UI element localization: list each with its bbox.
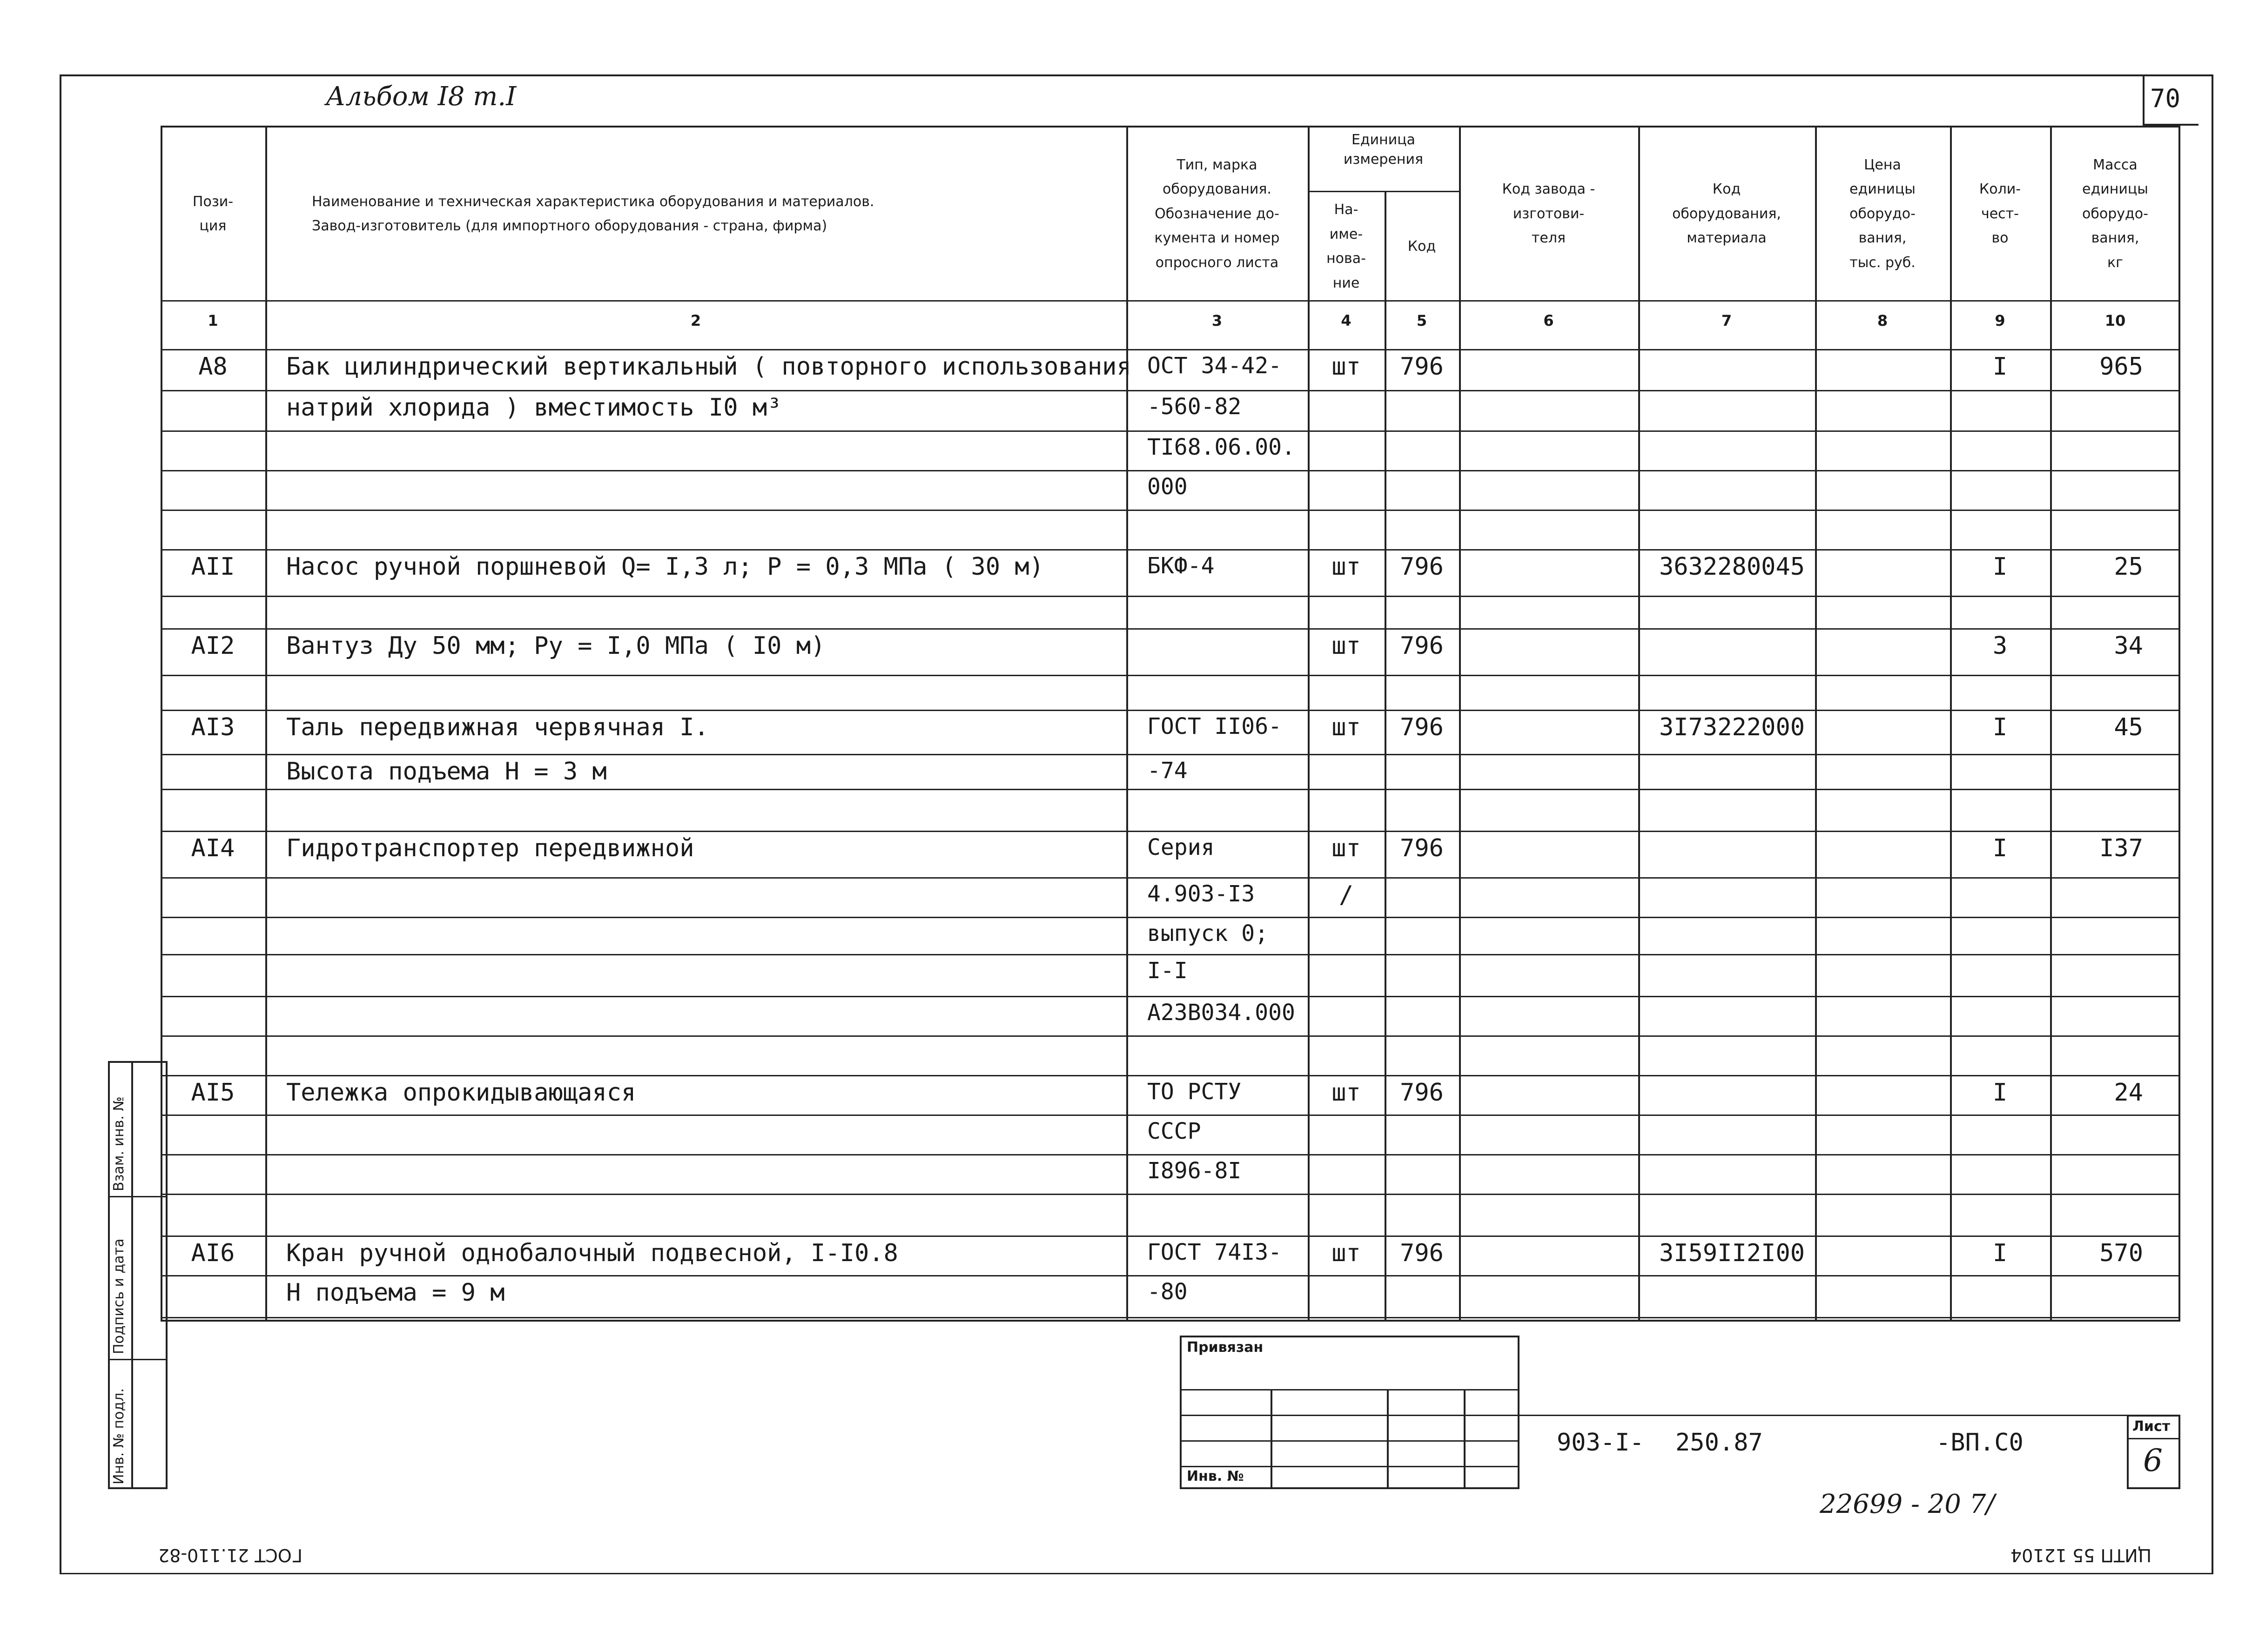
cell-name: Насос ручной поршневой Q= I,3 л; P = 0,3 МПа ( 30 м) [286,553,1044,581]
unit-group-divider [1308,191,1459,192]
cell-qty: I [1992,553,2008,581]
stamp-vline [1464,1389,1466,1489]
cell-qty: I [1992,1239,2008,1267]
cell-code: 796 [1400,353,1444,381]
cell-equip-code: 3I59II2I00 [1659,1239,1805,1267]
table-row [161,1035,2180,1075]
cell-pos: AI2 [191,632,235,660]
cell-type: ГОСТ II06- [1147,713,1282,739]
cell-unit: шт [1331,713,1361,741]
column-index: 5 [1416,312,1427,329]
column-index: 10 [2104,312,2126,329]
column-header: Код оборудования, материала [1672,181,1781,247]
cell-mass: I37 [2099,834,2143,862]
table-row [161,596,2180,628]
stamp-line [1180,1415,1519,1416]
cell-type: БКФ-4 [1147,553,1215,579]
cell-qty: I [1992,834,2008,862]
cell-qty: 3 [1992,632,2008,660]
side-label-inv-podl: Инв. № подл. [111,1388,127,1484]
handwritten-number: 22699 - 20 7/ [1820,1489,1995,1519]
column-index: 9 [1995,312,2005,329]
cell-pos: AII [191,553,235,581]
column-index: 7 [1721,312,1732,329]
cell-pos: AI3 [191,713,235,741]
cell-type: I-I [1147,958,1188,984]
column-header: Код [1407,238,1436,255]
cell-pos: AI5 [191,1079,235,1107]
table-row [161,675,2180,710]
stamp-code-line [1519,1415,2180,1416]
cell-type: ОСТ 34-42- [1147,353,1282,379]
cell-unit: шт [1331,1239,1361,1267]
column-index: 4 [1341,312,1351,329]
column-index: 1 [208,312,218,329]
cell-type: Серия [1147,834,1215,860]
cell-pos: AI4 [191,834,235,862]
cell-type: СССР [1147,1118,1201,1144]
page-number: 70 [2150,84,2181,113]
cell-name: Таль передвижная червячная I. [286,713,709,741]
cell-type: -74 [1147,758,1188,784]
cell-type: -80 [1147,1279,1188,1305]
cell-pos: AI6 [191,1239,235,1267]
cell-qty: I [1992,1079,2008,1107]
cell-name: Тележка опрокидывающаяся [286,1079,636,1107]
side-label-vzam: Взам. инв. № [111,1096,127,1191]
cell-type: ГОСТ 74I3- [1147,1239,1282,1265]
side-divider-v [131,1061,133,1489]
row-divider [161,1317,2180,1318]
cell-mass: 570 [2099,1239,2143,1267]
cell-mass: 45 [2114,713,2143,741]
stamp-vline [1387,1389,1389,1489]
column-index: 6 [1543,312,1554,329]
column-index: 2 [690,312,701,329]
side-divider [108,1196,168,1197]
cell-qty: I [1992,353,2008,381]
column-header: На- име- нова- ние [1326,201,1366,291]
column-header: Коли- чест- во [1979,181,2021,247]
cell-type: 4.903-I3 [1147,881,1255,907]
cell-qty: I [1992,713,2008,741]
column-index: 3 [1211,312,1223,329]
cell-unit: / [1338,881,1354,909]
cell-name: натрий хлорида ) вместимость I0 м³ [286,394,782,422]
stamp-line [1180,1389,1519,1390]
side-label-podpis: Подпись и дата [111,1238,127,1354]
cell-type: -560-82 [1147,394,1242,420]
cell-mass: 34 [2114,632,2143,660]
stamp-inv-label: Инв. № [1187,1468,1244,1484]
column-header: Наименование и техническая характеристика оборудования и материалов. Завод-изготовитель (для импортного оборудования - страна, фирма) [312,193,874,234]
side-divider [108,1359,168,1360]
cell-code: 796 [1400,1079,1444,1107]
doc-code-part-2: 250.87 [1675,1429,1763,1457]
column-header: Цена единицы оборудо- вания, тыс. руб. [1849,156,1916,271]
cell-type: выпуск 0; [1147,920,1269,947]
sheet-label: Лист [2132,1418,2171,1435]
column-header: Пози- ция [192,193,234,234]
cell-type: 000 [1147,474,1188,500]
unit-group-header: Единица измерения [1343,132,1424,168]
cell-type: ТО РСТУ [1147,1079,1242,1105]
cell-code: 796 [1400,632,1444,660]
cell-pos: A8 [198,353,228,381]
table-row [161,510,2180,549]
table-row [161,1194,2180,1236]
cell-code: 796 [1400,1239,1444,1267]
cell-mass: 25 [2114,553,2143,581]
sheet-number: 6 [2143,1443,2163,1478]
table-row [161,789,2180,831]
cell-type: I896-8I [1147,1158,1242,1184]
doc-code-part-1: 903-I- [1557,1429,1644,1457]
album-title: Альбом I8 т.I [326,81,517,112]
cell-name: Бак цилиндрический вертикальный ( повторного использования [286,353,1131,381]
cell-name: Вантуз Ду 50 мм; Ру = I,0 МПа ( I0 м) [286,632,826,660]
footer-gost: ГОСТ 21.110-82 [158,1545,303,1565]
cell-code: 796 [1400,834,1444,862]
cell-unit: шт [1331,834,1361,862]
footer-citp: ЦИТП 55 12104 [2010,1545,2152,1565]
column-header: Масса единицы оборудо- вания, кг [2082,156,2148,271]
column-header: Тип, марка оборудования. Обозначение до- кумента и номер опросного листа [1154,156,1280,271]
cell-type: A23B034.000 [1147,1000,1295,1026]
cell-name: Н подъема = 9 м [286,1279,505,1307]
cell-name: Высота подъема Н = 3 м [286,758,607,786]
column-index: 8 [1877,312,1888,329]
stamp-vline [1271,1389,1272,1489]
stamp-bound-label: Привязан [1187,1339,1264,1356]
sheet-box-divider [2127,1438,2180,1439]
cell-name: Кран ручной однобалочный подвесной, I-I0.8 [286,1239,898,1267]
cell-unit: шт [1331,553,1361,581]
doc-code-part-3: -ВП.С0 [1936,1429,2024,1457]
cell-name: Гидротранспортер передвижной [286,834,694,862]
header-divider [161,300,2180,302]
cell-mass: 965 [2099,353,2143,381]
stamp-line [1180,1466,1519,1467]
cell-mass: 24 [2114,1079,2143,1107]
stamp-line [1180,1440,1519,1442]
cell-unit: шт [1331,353,1361,381]
column-header: Код завода - изготови- теля [1502,181,1595,247]
cell-equip-code: 3I73222000 [1659,713,1805,741]
cell-type: TI68.06.00. [1147,434,1295,460]
cell-code: 796 [1400,713,1444,741]
cell-unit: шт [1331,632,1361,660]
cell-equip-code: 3632280045 [1659,553,1805,581]
cell-unit: шт [1331,1079,1361,1107]
cell-code: 796 [1400,553,1444,581]
bottom-frame-line [60,1573,2213,1574]
